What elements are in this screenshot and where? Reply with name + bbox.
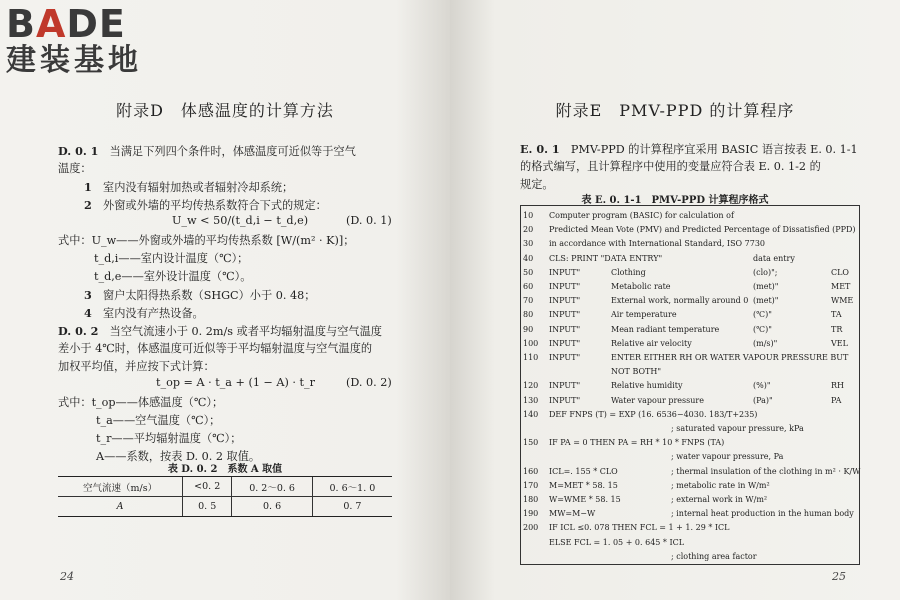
program-cell: M=MET * 58. 15 <box>549 480 618 490</box>
clause-d02-line2: 差小于 4℃时，体感温度可近似等于平均辐射温度与空气温度的 <box>58 342 373 355</box>
where-a: A——系数，按表 D. 0. 2 取值。 <box>96 450 261 463</box>
appendix-d-title: 附录D 体感温度的计算方法 <box>116 101 334 120</box>
table-cell: 空气流速（m/s） <box>58 477 183 497</box>
program-row <box>521 408 859 422</box>
program-cell: INPUT" <box>549 282 581 291</box>
program-cell: ; water vapour pressure, Pa <box>671 452 784 462</box>
where-tde: t_d,e——室外设计温度（℃）。 <box>94 270 252 283</box>
table-cell: 0. 2～0. 6 <box>232 477 312 497</box>
where-uw: 式中：U_w——外窗或外墙的平均传热系数 [W/(m² · K)]； <box>58 234 355 247</box>
clause-e01-line3: 规定。 <box>520 178 554 191</box>
equation-d02: t_op = A · t_a + (1 − A) · t_r <box>156 376 315 389</box>
clause-e01-line1: E. 0. 1 PMV-PPD 的计算程序宜采用 BASIC 语言按表 E. 0. 1-1 <box>520 142 858 156</box>
program-cell: TA <box>831 310 842 320</box>
program-row <box>521 550 859 564</box>
program-cell: (clo)"; <box>753 267 778 277</box>
clause-d02-line1: D. 0. 2 当空气流速小于 0. 2m/s 或者平均辐射温度与空气温度 <box>58 324 382 338</box>
table-cell: 0. 6 <box>232 497 312 517</box>
program-line-number: 60 <box>523 282 534 291</box>
program-cell: (%)" <box>753 381 771 391</box>
program-line-number: 100 <box>523 338 539 348</box>
program-cell: Relative humidity <box>611 381 683 391</box>
program-line-number: 20 <box>523 225 534 235</box>
table-cell: 0. 7 <box>312 497 392 517</box>
program-row <box>521 237 859 251</box>
where-tr: t_r——平均辐射温度（℃）； <box>96 432 242 445</box>
program-cell: IF ICL ≤0. 078 THEN FCL = 1 + 1. 29 * ICL <box>549 523 730 533</box>
page-number-right: 25 <box>832 570 846 583</box>
program-line-number: 30 <box>523 239 534 249</box>
program-row <box>521 479 859 493</box>
program-row <box>521 223 859 237</box>
table-cell: 0. 5 <box>183 497 232 517</box>
table-cell: <0. 2 <box>183 477 232 497</box>
condition-3: 3 窗户太阳得热系数（SHGC）小于 0. 48； <box>84 288 316 302</box>
program-row <box>521 422 859 436</box>
program-line-number: 200 <box>523 523 539 533</box>
program-cell: NOT BOTH" <box>611 367 662 377</box>
program-cell: WME <box>831 296 854 306</box>
program-cell: INPUT" <box>549 381 581 391</box>
program-row <box>521 209 859 223</box>
program-cell: (m/s)" <box>753 338 778 348</box>
program-cell: INPUT" <box>549 338 581 348</box>
program-cell: External work, normally around 0 <box>611 296 749 306</box>
program-line-number: 90 <box>523 324 534 334</box>
program-cell: data entry <box>753 253 795 263</box>
program-table <box>520 205 860 565</box>
program-cell: INPUT" <box>549 353 581 362</box>
program-cell: IF PA = 0 THEN PA = RH * 10 * FNPS (TA) <box>549 438 725 448</box>
program-line-number: 120 <box>523 381 539 391</box>
table-cell: 0. 6～1. 0 <box>312 477 392 497</box>
condition-1: 1 室内没有辐射加热或者辐射冷却系统； <box>84 180 294 194</box>
where-tdi: t_d,i——室内设计温度（℃）； <box>94 252 249 265</box>
program-row <box>521 493 859 507</box>
program-row <box>521 465 859 479</box>
program-cell: ; saturated vapour pressure, kPa <box>671 424 804 433</box>
program-line-number: 130 <box>523 395 539 405</box>
program-cell: INPUT" <box>549 324 581 334</box>
program-line-number: 10 <box>523 211 534 220</box>
program-cell: ; thermal insulation of the clothing in m² · K/W <box>671 466 861 476</box>
program-cell: W=WME * 58. 15 <box>549 495 621 504</box>
program-cell: (℃)" <box>753 324 772 334</box>
table-d02-caption: 表 D. 0. 2 系数 A 取值 <box>167 464 283 475</box>
program-cell: (met)" <box>753 296 779 306</box>
program-row <box>521 379 859 393</box>
clause-d01-line1: D. 0. 1 当满足下列四个条件时，体感温度可近似等于空气 <box>58 144 356 158</box>
program-row <box>521 394 859 408</box>
program-cell: ; clothing area factor <box>671 551 757 561</box>
program-cell: ; internal heat production in the human body <box>671 509 854 519</box>
program-cell: DEF FNPS (T) = EXP (16. 6536−4030. 183/T+235) <box>549 409 758 419</box>
program-line-number: 190 <box>523 509 539 519</box>
program-row <box>521 323 859 337</box>
program-cell: CLO <box>831 267 849 277</box>
program-cell: Metabolic rate <box>611 282 671 291</box>
program-cell: PA <box>831 395 842 405</box>
table-row <box>58 497 392 517</box>
program-cell: Predicted Mean Vote (PMV) and Predicted Percentage of Dissatisfied (PPD) <box>549 225 856 235</box>
program-cell: ENTER EITHER RH OR WATER VAPOUR PRESSURE BUT <box>611 353 849 362</box>
program-cell: MET <box>831 282 851 291</box>
program-cell: ELSE FCL = 1. 05 + 0. 645 * ICL <box>549 537 685 547</box>
program-row <box>521 308 859 322</box>
logo-chinese: 建装基地 <box>6 43 142 78</box>
program-cell: (℃)" <box>753 310 772 320</box>
table-e011-caption: 表 E. 0. 1-1 PMV-PPD 计算程序格式 <box>581 195 769 206</box>
program-cell: (Pa)" <box>753 395 773 405</box>
page-number-left: 24 <box>60 570 74 583</box>
program-row <box>521 507 859 521</box>
program-cell: INPUT" <box>549 296 581 306</box>
program-cell: ; external work in W/m² <box>671 495 768 504</box>
program-line-number: 70 <box>523 296 534 306</box>
program-row <box>521 536 859 550</box>
where-top: 式中：t_op——体感温度（℃）； <box>58 396 224 409</box>
program-cell: RH <box>831 381 844 391</box>
program-row <box>521 351 859 365</box>
program-cell: MW=M−W <box>549 509 596 519</box>
program-cell: VEL <box>831 338 848 348</box>
program-line-number: 140 <box>523 409 539 419</box>
program-line-number: 160 <box>523 466 539 476</box>
equation-d02-number: (D. 0. 2) <box>346 376 392 389</box>
program-line-number: 170 <box>523 480 539 490</box>
program-row <box>521 266 859 280</box>
clause-e01-line2: 的格式编写，且计算程序中使用的变量应符合表 E. 0. 1-2 的 <box>520 160 821 173</box>
program-cell: ; metabolic rate in W/m² <box>671 480 770 490</box>
program-row <box>521 521 859 535</box>
condition-4: 4 室内没有产热设备。 <box>84 306 204 320</box>
program-line-number: 180 <box>523 495 539 504</box>
program-cell: Clothing <box>611 267 646 277</box>
program-cell: Computer program (BASIC) for calculation of <box>549 211 734 220</box>
where-ta: t_a——空气温度（℃）； <box>96 414 221 427</box>
program-line-number: 80 <box>523 310 534 320</box>
logo-wordmark: BADE <box>6 2 126 46</box>
equation-d01: U_w < 50/(t_d,i − t_d,e) <box>172 214 309 227</box>
equation-d01-number: (D. 0. 1) <box>346 214 392 227</box>
program-cell: Mean radiant temperature <box>611 324 720 334</box>
program-cell: (met)" <box>753 282 779 291</box>
program-row <box>521 294 859 308</box>
program-cell: in accordance with International Standard, ISO 7730 <box>549 239 766 249</box>
program-row <box>521 252 859 266</box>
program-row <box>521 280 859 294</box>
program-cell: INPUT" <box>549 310 581 320</box>
table-cell: A <box>58 497 183 517</box>
table-row <box>58 477 392 497</box>
program-row <box>521 337 859 351</box>
appendix-e-title: 附录E PMV-PPD 的计算程序 <box>555 101 795 120</box>
program-cell: Relative air velocity <box>611 338 692 348</box>
program-cell: INPUT" <box>549 267 581 277</box>
program-cell: ICL=. 155 * CLO <box>549 466 618 476</box>
program-row <box>521 365 859 379</box>
condition-2: 2 外窗或外墙的平均传热系数符合下式的规定： <box>84 198 327 212</box>
program-cell: CLS: PRINT "DATA ENTRY" <box>549 253 663 263</box>
table-d02 <box>58 476 392 517</box>
program-cell: INPUT" <box>549 395 581 405</box>
program-cell: Air temperature <box>611 310 677 320</box>
bade-logo <box>6 4 176 78</box>
program-line-number: 150 <box>523 438 539 448</box>
clause-d02-line3: 加权平均值，并应按下式计算： <box>58 360 215 373</box>
program-row <box>521 436 859 450</box>
clause-d01-line2: 温度： <box>58 162 92 175</box>
program-line-number: 40 <box>523 253 534 263</box>
program-row <box>521 450 859 464</box>
program-cell: TR <box>831 324 843 334</box>
program-line-number: 110 <box>523 353 539 362</box>
program-line-number: 50 <box>523 267 534 277</box>
program-cell: Water vapour pressure <box>611 395 704 405</box>
